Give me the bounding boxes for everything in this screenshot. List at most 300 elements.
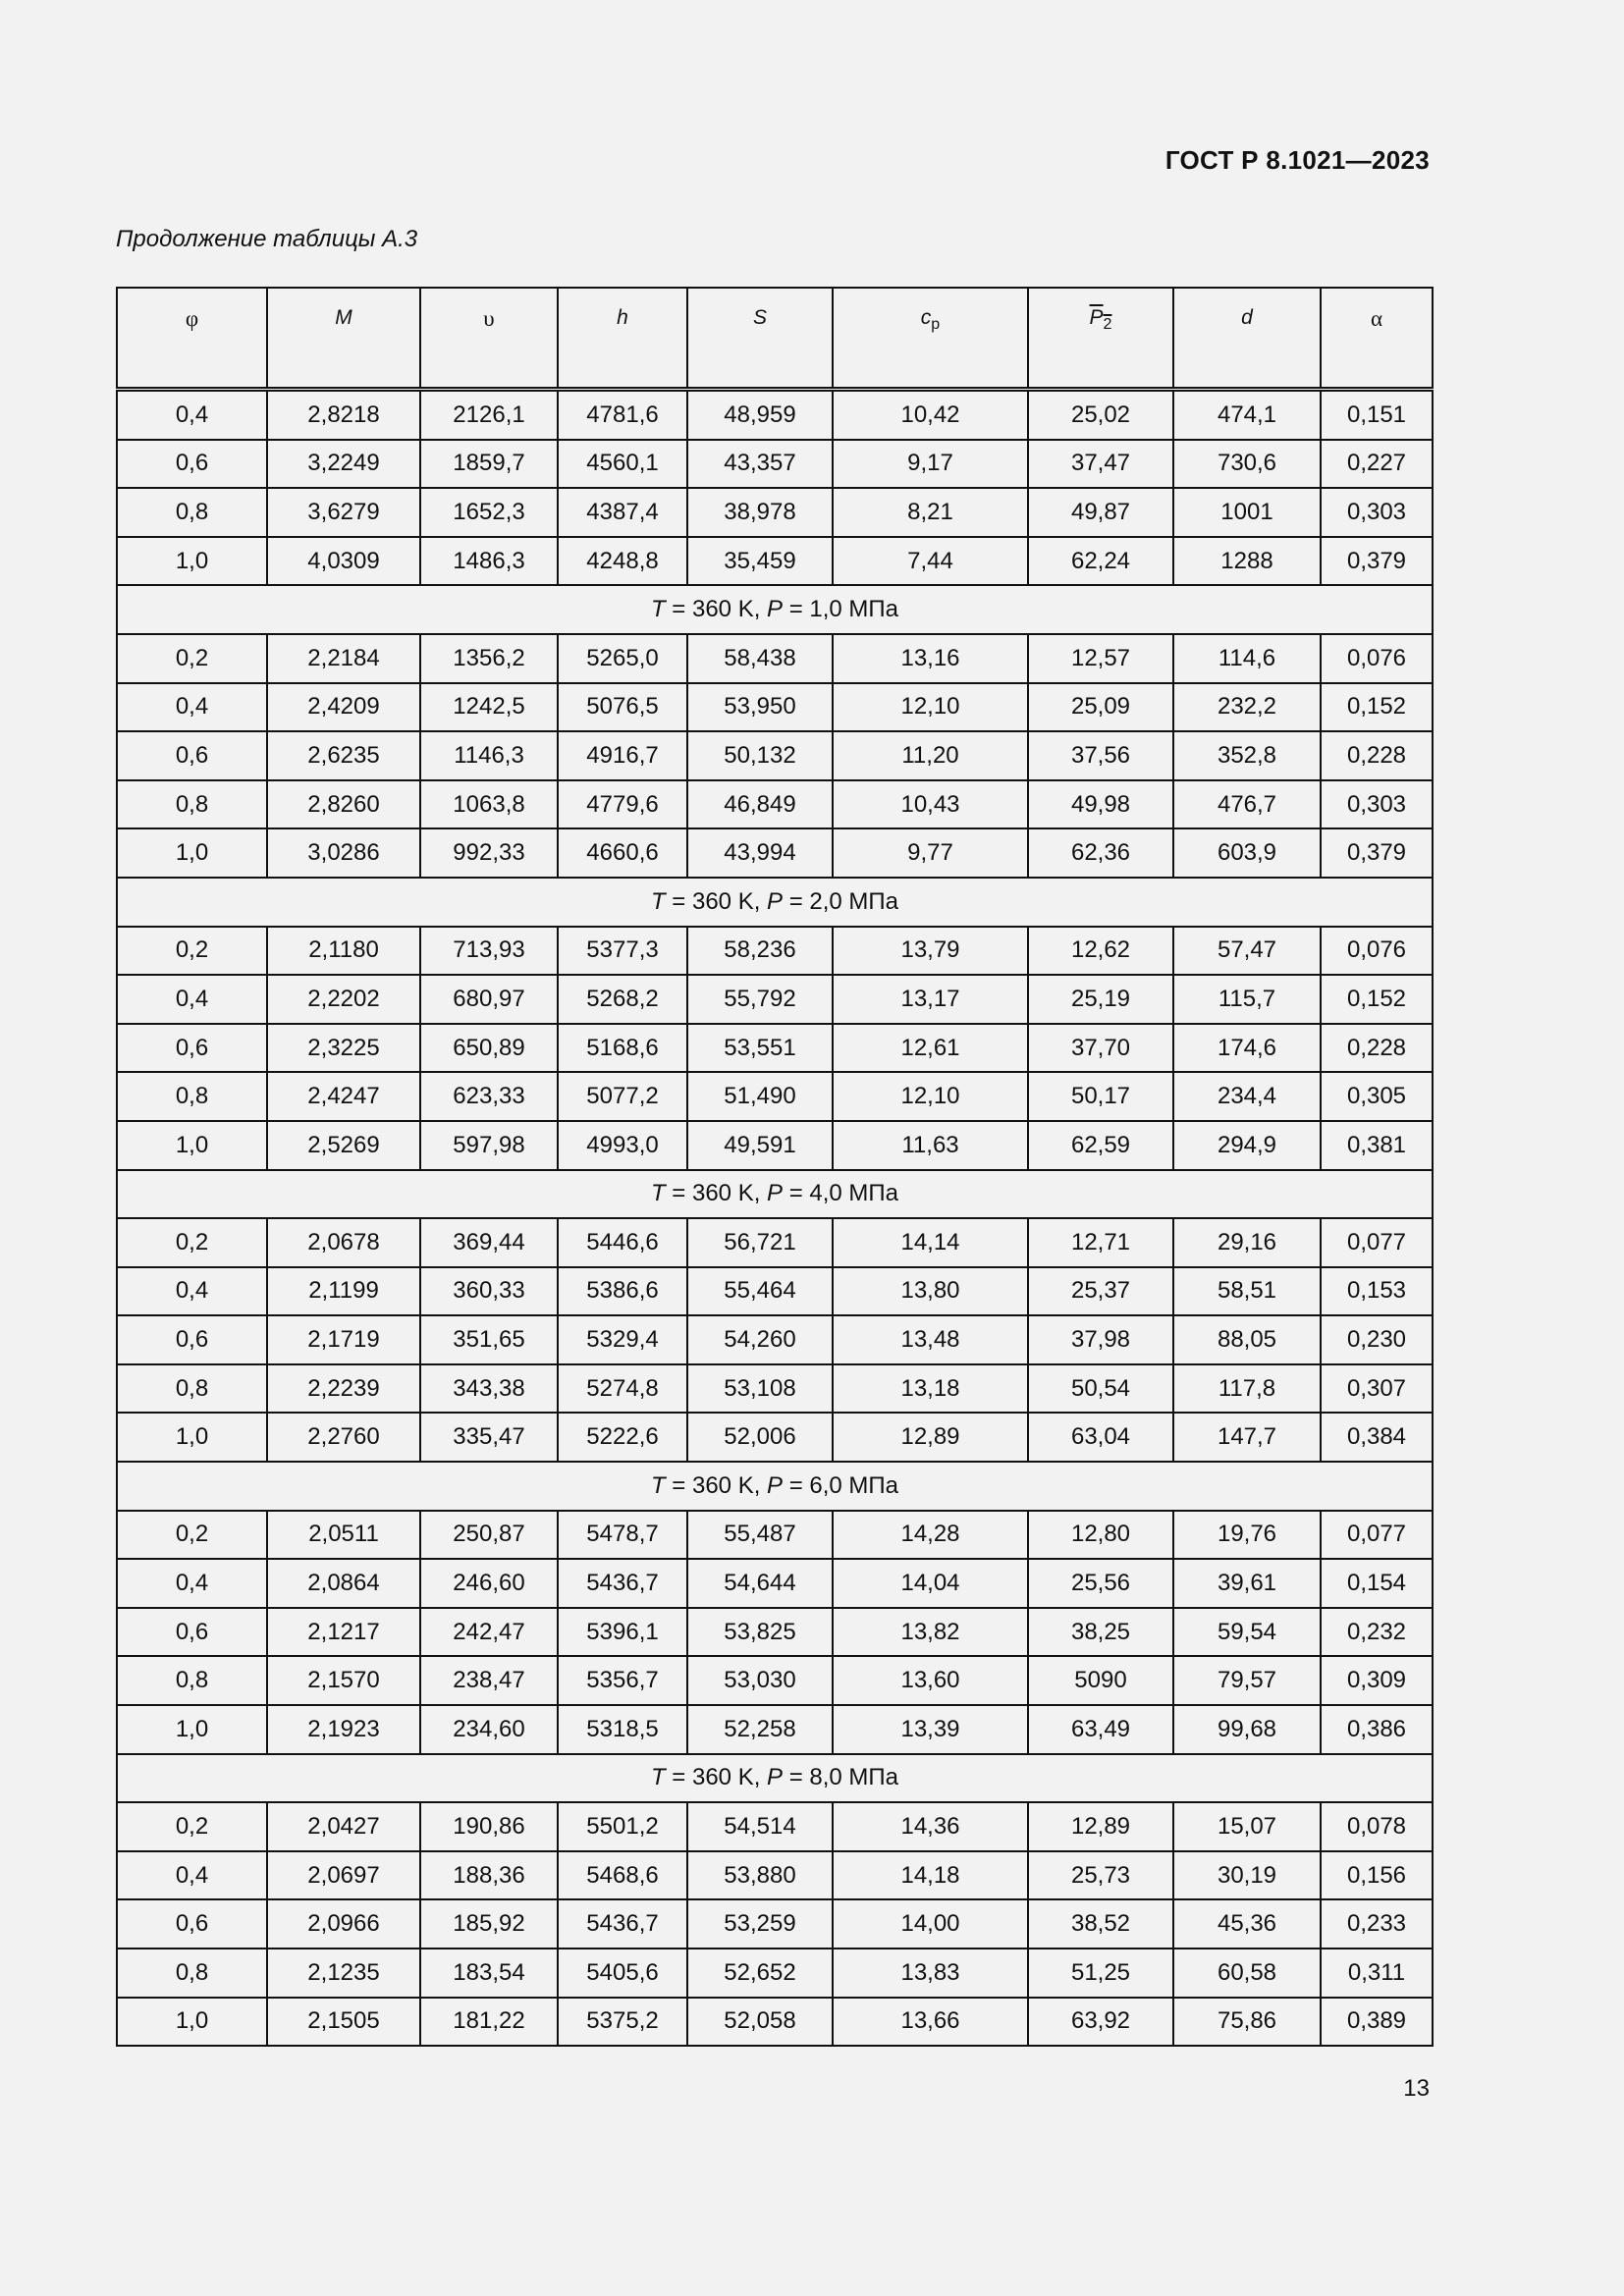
cell-M: 2,8218	[267, 390, 420, 440]
cell-P2: 49,98	[1028, 780, 1173, 829]
group-condition-label: T = 360 K, P = 4,0 МПа	[117, 1170, 1433, 1219]
cell-P2: 50,54	[1028, 1364, 1173, 1414]
cell-d: 79,57	[1173, 1656, 1321, 1705]
cell-phi: 0,6	[117, 1024, 267, 1073]
cell-M: 2,4209	[267, 683, 420, 732]
group-header-row	[117, 585, 1433, 634]
column-header-P2	[1028, 288, 1173, 390]
cell-M: 3,6279	[267, 488, 420, 537]
table-row	[117, 1705, 1433, 1754]
cell-M: 2,4247	[267, 1072, 420, 1121]
cell-phi: 1,0	[117, 1413, 267, 1462]
cell-v: 360,33	[420, 1267, 558, 1316]
group-header-row	[117, 1170, 1433, 1219]
cell-M: 2,0966	[267, 1899, 420, 1949]
cell-phi: 0,6	[117, 440, 267, 489]
cell-v: 1063,8	[420, 780, 558, 829]
cell-h: 4781,6	[558, 390, 687, 440]
cell-d: 147,7	[1173, 1413, 1321, 1462]
cell-d: 60,58	[1173, 1949, 1321, 1998]
cell-P2: 62,59	[1028, 1121, 1173, 1170]
cell-M: 2,2239	[267, 1364, 420, 1414]
cell-P2: 63,49	[1028, 1705, 1173, 1754]
column-header-d	[1173, 288, 1321, 390]
cell-d: 30,19	[1173, 1851, 1321, 1900]
cell-cp: 13,82	[833, 1608, 1028, 1657]
cell-M: 2,5269	[267, 1121, 420, 1170]
cell-P2: 62,24	[1028, 537, 1173, 586]
cell-phi: 0,8	[117, 1656, 267, 1705]
cell-v: 343,38	[420, 1364, 558, 1414]
cell-cp: 14,36	[833, 1802, 1028, 1851]
cell-v: 238,47	[420, 1656, 558, 1705]
cell-d: 39,61	[1173, 1559, 1321, 1608]
cell-M: 2,0697	[267, 1851, 420, 1900]
cell-phi: 0,2	[117, 1511, 267, 1560]
cell-alpha: 0,151	[1321, 390, 1433, 440]
cell-alpha: 0,076	[1321, 927, 1433, 976]
cell-phi: 0,8	[117, 488, 267, 537]
header-row	[117, 288, 1433, 390]
cell-phi: 0,2	[117, 927, 267, 976]
cell-h: 5436,7	[558, 1899, 687, 1949]
cell-alpha: 0,156	[1321, 1851, 1433, 1900]
column-symbol-wrap	[920, 306, 941, 334]
group-condition-label: T = 360 K, P = 6,0 МПа	[117, 1462, 1433, 1511]
cell-S: 55,487	[687, 1511, 833, 1560]
cell-d: 294,9	[1173, 1121, 1321, 1170]
data-table	[116, 287, 1434, 2047]
cell-v: 1652,3	[420, 488, 558, 537]
cell-M: 2,8260	[267, 780, 420, 829]
cell-cp: 13,66	[833, 1998, 1028, 2047]
cell-h: 5268,2	[558, 975, 687, 1024]
cell-v: 250,87	[420, 1511, 558, 1560]
column-symbol: d	[1241, 306, 1253, 329]
cell-S: 53,259	[687, 1899, 833, 1949]
column-symbol: M	[335, 306, 352, 329]
cell-P2: 38,52	[1028, 1899, 1173, 1949]
cell-h: 5168,6	[558, 1024, 687, 1073]
table-row	[117, 1072, 1433, 1121]
cell-alpha: 0,227	[1321, 440, 1433, 489]
cell-alpha: 0,384	[1321, 1413, 1433, 1462]
table-row	[117, 537, 1433, 586]
cell-alpha: 0,077	[1321, 1218, 1433, 1267]
cell-phi: 0,6	[117, 1608, 267, 1657]
cell-phi: 0,2	[117, 1218, 267, 1267]
column-symbol: S	[752, 306, 767, 329]
cell-cp: 7,44	[833, 537, 1028, 586]
cell-phi: 0,8	[117, 1949, 267, 1998]
group-condition-label: T = 360 K, P = 2,0 МПа	[117, 878, 1433, 927]
cell-d: 603,9	[1173, 828, 1321, 878]
cell-alpha: 0,076	[1321, 634, 1433, 683]
cell-cp: 12,10	[833, 683, 1028, 732]
cell-v: 185,92	[420, 1899, 558, 1949]
cell-d: 232,2	[1173, 683, 1321, 732]
cell-cp: 13,83	[833, 1949, 1028, 1998]
cell-v: 680,97	[420, 975, 558, 1024]
cell-S: 52,652	[687, 1949, 833, 1998]
column-symbol: h	[617, 306, 628, 329]
cell-d: 730,6	[1173, 440, 1321, 489]
table-row	[117, 1267, 1433, 1316]
table-row	[117, 1413, 1433, 1462]
cell-phi: 0,8	[117, 1072, 267, 1121]
cell-phi: 0,8	[117, 780, 267, 829]
table-row	[117, 1511, 1433, 1560]
cell-h: 5501,2	[558, 1802, 687, 1851]
cell-alpha: 0,379	[1321, 828, 1433, 878]
cell-h: 5446,6	[558, 1218, 687, 1267]
cell-alpha: 0,386	[1321, 1705, 1433, 1754]
cell-P2: 25,73	[1028, 1851, 1173, 1900]
cell-S: 55,792	[687, 975, 833, 1024]
cell-d: 59,54	[1173, 1608, 1321, 1657]
table-row	[117, 488, 1433, 537]
column-symbol: α	[1370, 306, 1383, 331]
cell-M: 2,1923	[267, 1705, 420, 1754]
cell-S: 38,978	[687, 488, 833, 537]
cell-d: 114,6	[1173, 634, 1321, 683]
table-row	[117, 390, 1433, 440]
cell-v: 190,86	[420, 1802, 558, 1851]
group-header-row	[117, 878, 1433, 927]
cell-v: 188,36	[420, 1851, 558, 1900]
cell-cp: 14,28	[833, 1511, 1028, 1560]
cell-cp: 13,18	[833, 1364, 1028, 1414]
cell-d: 474,1	[1173, 390, 1321, 440]
cell-M: 2,1235	[267, 1949, 420, 1998]
cell-h: 4993,0	[558, 1121, 687, 1170]
cell-h: 5356,7	[558, 1656, 687, 1705]
table-row	[117, 1315, 1433, 1364]
cell-d: 15,07	[1173, 1802, 1321, 1851]
cell-M: 2,6235	[267, 731, 420, 780]
cell-S: 53,030	[687, 1656, 833, 1705]
cell-S: 52,258	[687, 1705, 833, 1754]
group-condition-label: T = 360 K, P = 8,0 МПа	[117, 1754, 1433, 1803]
cell-h: 5077,2	[558, 1072, 687, 1121]
table-row	[117, 1899, 1433, 1949]
cell-S: 46,849	[687, 780, 833, 829]
cell-alpha: 0,381	[1321, 1121, 1433, 1170]
table-row	[117, 780, 1433, 829]
cell-phi: 0,8	[117, 1364, 267, 1414]
cell-P2: 12,62	[1028, 927, 1173, 976]
table-row	[117, 828, 1433, 878]
table-row	[117, 1121, 1433, 1170]
cell-M: 2,1570	[267, 1656, 420, 1705]
cell-v: 369,44	[420, 1218, 558, 1267]
cell-cp: 14,04	[833, 1559, 1028, 1608]
table-caption: Продолжение таблицы А.3	[116, 226, 418, 252]
cell-d: 19,76	[1173, 1511, 1321, 1560]
column-symbol-wrap	[617, 306, 628, 329]
cell-M: 2,3225	[267, 1024, 420, 1073]
cell-d: 234,4	[1173, 1072, 1321, 1121]
cell-h: 5468,6	[558, 1851, 687, 1900]
cell-M: 3,0286	[267, 828, 420, 878]
cell-M: 2,1719	[267, 1315, 420, 1364]
cell-alpha: 0,307	[1321, 1364, 1433, 1414]
cell-v: 351,65	[420, 1315, 558, 1364]
table-row	[117, 1998, 1433, 2047]
cell-S: 54,260	[687, 1315, 833, 1364]
cell-d: 115,7	[1173, 975, 1321, 1024]
document-code: ГОСТ Р 8.1021—2023	[1164, 145, 1430, 175]
cell-v: 234,60	[420, 1705, 558, 1754]
cell-h: 5377,3	[558, 927, 687, 976]
cell-h: 5076,5	[558, 683, 687, 732]
cell-M: 4,0309	[267, 537, 420, 586]
cell-v: 623,33	[420, 1072, 558, 1121]
cell-v: 1486,3	[420, 537, 558, 586]
cell-h: 4248,8	[558, 537, 687, 586]
cell-S: 54,644	[687, 1559, 833, 1608]
cell-S: 58,438	[687, 634, 833, 683]
column-symbol-wrap	[483, 308, 494, 331]
cell-cp: 11,63	[833, 1121, 1028, 1170]
column-subscript: p	[931, 316, 941, 334]
cell-S: 43,994	[687, 828, 833, 878]
cell-cp: 9,77	[833, 828, 1028, 878]
cell-P2: 37,56	[1028, 731, 1173, 780]
cell-P2: 62,36	[1028, 828, 1173, 878]
table-row	[117, 927, 1433, 976]
cell-cp: 13,80	[833, 1267, 1028, 1316]
cell-S: 50,132	[687, 731, 833, 780]
cell-d: 174,6	[1173, 1024, 1321, 1073]
cell-cp: 13,17	[833, 975, 1028, 1024]
cell-M: 2,2202	[267, 975, 420, 1024]
table-row	[117, 1024, 1433, 1073]
cell-v: 2126,1	[420, 390, 558, 440]
cell-P2: 12,71	[1028, 1218, 1173, 1267]
cell-alpha: 0,152	[1321, 975, 1433, 1024]
cell-P2: 25,56	[1028, 1559, 1173, 1608]
table-row	[117, 634, 1433, 683]
cell-S: 48,959	[687, 390, 833, 440]
cell-phi: 1,0	[117, 1998, 267, 2047]
cell-cp: 8,21	[833, 488, 1028, 537]
cell-h: 4916,7	[558, 731, 687, 780]
cell-phi: 0,4	[117, 390, 267, 440]
cell-v: 1146,3	[420, 731, 558, 780]
column-header-v	[420, 288, 558, 390]
cell-d: 352,8	[1173, 731, 1321, 780]
cell-M: 2,0678	[267, 1218, 420, 1267]
cell-v: 1242,5	[420, 683, 558, 732]
cell-P2: 37,98	[1028, 1315, 1173, 1364]
cell-M: 2,1217	[267, 1608, 420, 1657]
table-header	[117, 288, 1433, 390]
cell-phi: 0,4	[117, 1851, 267, 1900]
column-header-phi	[117, 288, 267, 390]
cell-P2: 12,57	[1028, 634, 1173, 683]
cell-v: 597,98	[420, 1121, 558, 1170]
column-symbol: c	[920, 306, 932, 329]
cell-cp: 14,18	[833, 1851, 1028, 1900]
cell-cp: 14,14	[833, 1218, 1028, 1267]
group-header-row	[117, 1462, 1433, 1511]
cell-alpha: 0,152	[1321, 683, 1433, 732]
table-row	[117, 1218, 1433, 1267]
table-row	[117, 1608, 1433, 1657]
column-symbol: φ	[185, 306, 199, 331]
cell-h: 4779,6	[558, 780, 687, 829]
table-row	[117, 1559, 1433, 1608]
cell-M: 2,0427	[267, 1802, 420, 1851]
cell-v: 242,47	[420, 1608, 558, 1657]
cell-P2: 12,80	[1028, 1511, 1173, 1560]
cell-phi: 1,0	[117, 828, 267, 878]
cell-alpha: 0,303	[1321, 780, 1433, 829]
cell-alpha: 0,077	[1321, 1511, 1433, 1560]
cell-alpha: 0,230	[1321, 1315, 1433, 1364]
cell-cp: 13,60	[833, 1656, 1028, 1705]
column-header-cp	[833, 288, 1028, 390]
cell-v: 183,54	[420, 1949, 558, 1998]
cell-P2: 38,25	[1028, 1608, 1173, 1657]
cell-S: 53,551	[687, 1024, 833, 1073]
cell-phi: 0,2	[117, 634, 267, 683]
cell-S: 58,236	[687, 927, 833, 976]
column-header-h	[558, 288, 687, 390]
cell-phi: 0,6	[117, 1315, 267, 1364]
cell-v: 650,89	[420, 1024, 558, 1073]
cell-S: 49,591	[687, 1121, 833, 1170]
cell-h: 4560,1	[558, 440, 687, 489]
cell-P2: 49,87	[1028, 488, 1173, 537]
page-number: 13	[1403, 2075, 1430, 2102]
table-row	[117, 440, 1433, 489]
cell-P2: 63,92	[1028, 1998, 1173, 2047]
cell-h: 5265,0	[558, 634, 687, 683]
cell-M: 2,1180	[267, 927, 420, 976]
table-row	[117, 683, 1433, 732]
cell-h: 5405,6	[558, 1949, 687, 1998]
cell-S: 53,108	[687, 1364, 833, 1414]
cell-d: 1001	[1173, 488, 1321, 537]
cell-d: 29,16	[1173, 1218, 1321, 1267]
cell-phi: 1,0	[117, 1121, 267, 1170]
cell-cp: 10,42	[833, 390, 1028, 440]
cell-phi: 0,4	[117, 683, 267, 732]
cell-v: 1859,7	[420, 440, 558, 489]
cell-h: 5436,7	[558, 1559, 687, 1608]
table-row	[117, 1656, 1433, 1705]
column-symbol: P	[1089, 306, 1104, 329]
cell-h: 5478,7	[558, 1511, 687, 1560]
cell-S: 53,825	[687, 1608, 833, 1657]
group-header-row	[117, 1754, 1433, 1803]
table-row	[117, 731, 1433, 780]
cell-phi: 1,0	[117, 1705, 267, 1754]
cell-M: 2,2184	[267, 634, 420, 683]
table-row	[117, 1802, 1433, 1851]
cell-h: 5222,6	[558, 1413, 687, 1462]
cell-v: 713,93	[420, 927, 558, 976]
cell-cp: 13,79	[833, 927, 1028, 976]
cell-v: 1356,2	[420, 634, 558, 683]
column-header-alpha	[1321, 288, 1433, 390]
cell-P2: 25,37	[1028, 1267, 1173, 1316]
group-condition-label: T = 360 K, P = 1,0 МПа	[117, 585, 1433, 634]
cell-d: 99,68	[1173, 1705, 1321, 1754]
column-header-M	[267, 288, 420, 390]
cell-M: 3,2249	[267, 440, 420, 489]
cell-h: 5375,2	[558, 1998, 687, 2047]
cell-cp: 13,48	[833, 1315, 1028, 1364]
cell-alpha: 0,228	[1321, 731, 1433, 780]
cell-d: 57,47	[1173, 927, 1321, 976]
cell-M: 2,0864	[267, 1559, 420, 1608]
cell-cp: 13,39	[833, 1705, 1028, 1754]
cell-alpha: 0,078	[1321, 1802, 1433, 1851]
column-symbol-wrap	[1089, 306, 1112, 334]
table-body	[117, 390, 1433, 2047]
cell-cp: 12,10	[833, 1072, 1028, 1121]
cell-alpha: 0,233	[1321, 1899, 1433, 1949]
cell-alpha: 0,305	[1321, 1072, 1433, 1121]
table-row	[117, 975, 1433, 1024]
table-row	[117, 1851, 1433, 1900]
table-row	[117, 1364, 1433, 1414]
cell-S: 56,721	[687, 1218, 833, 1267]
cell-d: 58,51	[1173, 1267, 1321, 1316]
cell-cp: 10,43	[833, 780, 1028, 829]
cell-P2: 25,19	[1028, 975, 1173, 1024]
cell-alpha: 0,154	[1321, 1559, 1433, 1608]
cell-S: 52,058	[687, 1998, 833, 2047]
cell-h: 4387,4	[558, 488, 687, 537]
cell-P2: 5090	[1028, 1656, 1173, 1705]
cell-d: 75,86	[1173, 1998, 1321, 2047]
cell-d: 117,8	[1173, 1364, 1321, 1414]
cell-d: 1288	[1173, 537, 1321, 586]
cell-cp: 13,16	[833, 634, 1028, 683]
cell-M: 2,1505	[267, 1998, 420, 2047]
cell-h: 5274,8	[558, 1364, 687, 1414]
cell-v: 992,33	[420, 828, 558, 878]
cell-S: 55,464	[687, 1267, 833, 1316]
column-symbol: υ	[483, 306, 495, 331]
cell-alpha: 0,379	[1321, 537, 1433, 586]
cell-phi: 0,6	[117, 1899, 267, 1949]
cell-d: 45,36	[1173, 1899, 1321, 1949]
cell-phi: 1,0	[117, 537, 267, 586]
cell-cp: 11,20	[833, 731, 1028, 780]
cell-phi: 0,4	[117, 975, 267, 1024]
cell-h: 5396,1	[558, 1608, 687, 1657]
cell-alpha: 0,389	[1321, 1998, 1433, 2047]
cell-P2: 25,09	[1028, 683, 1173, 732]
cell-v: 335,47	[420, 1413, 558, 1462]
cell-P2: 12,89	[1028, 1802, 1173, 1851]
column-header-S	[687, 288, 833, 390]
cell-S: 51,490	[687, 1072, 833, 1121]
cell-h: 4660,6	[558, 828, 687, 878]
cell-cp: 9,17	[833, 440, 1028, 489]
cell-P2: 37,47	[1028, 440, 1173, 489]
cell-cp: 12,61	[833, 1024, 1028, 1073]
cell-cp: 12,89	[833, 1413, 1028, 1462]
cell-S: 43,357	[687, 440, 833, 489]
cell-S: 54,514	[687, 1802, 833, 1851]
cell-h: 5318,5	[558, 1705, 687, 1754]
